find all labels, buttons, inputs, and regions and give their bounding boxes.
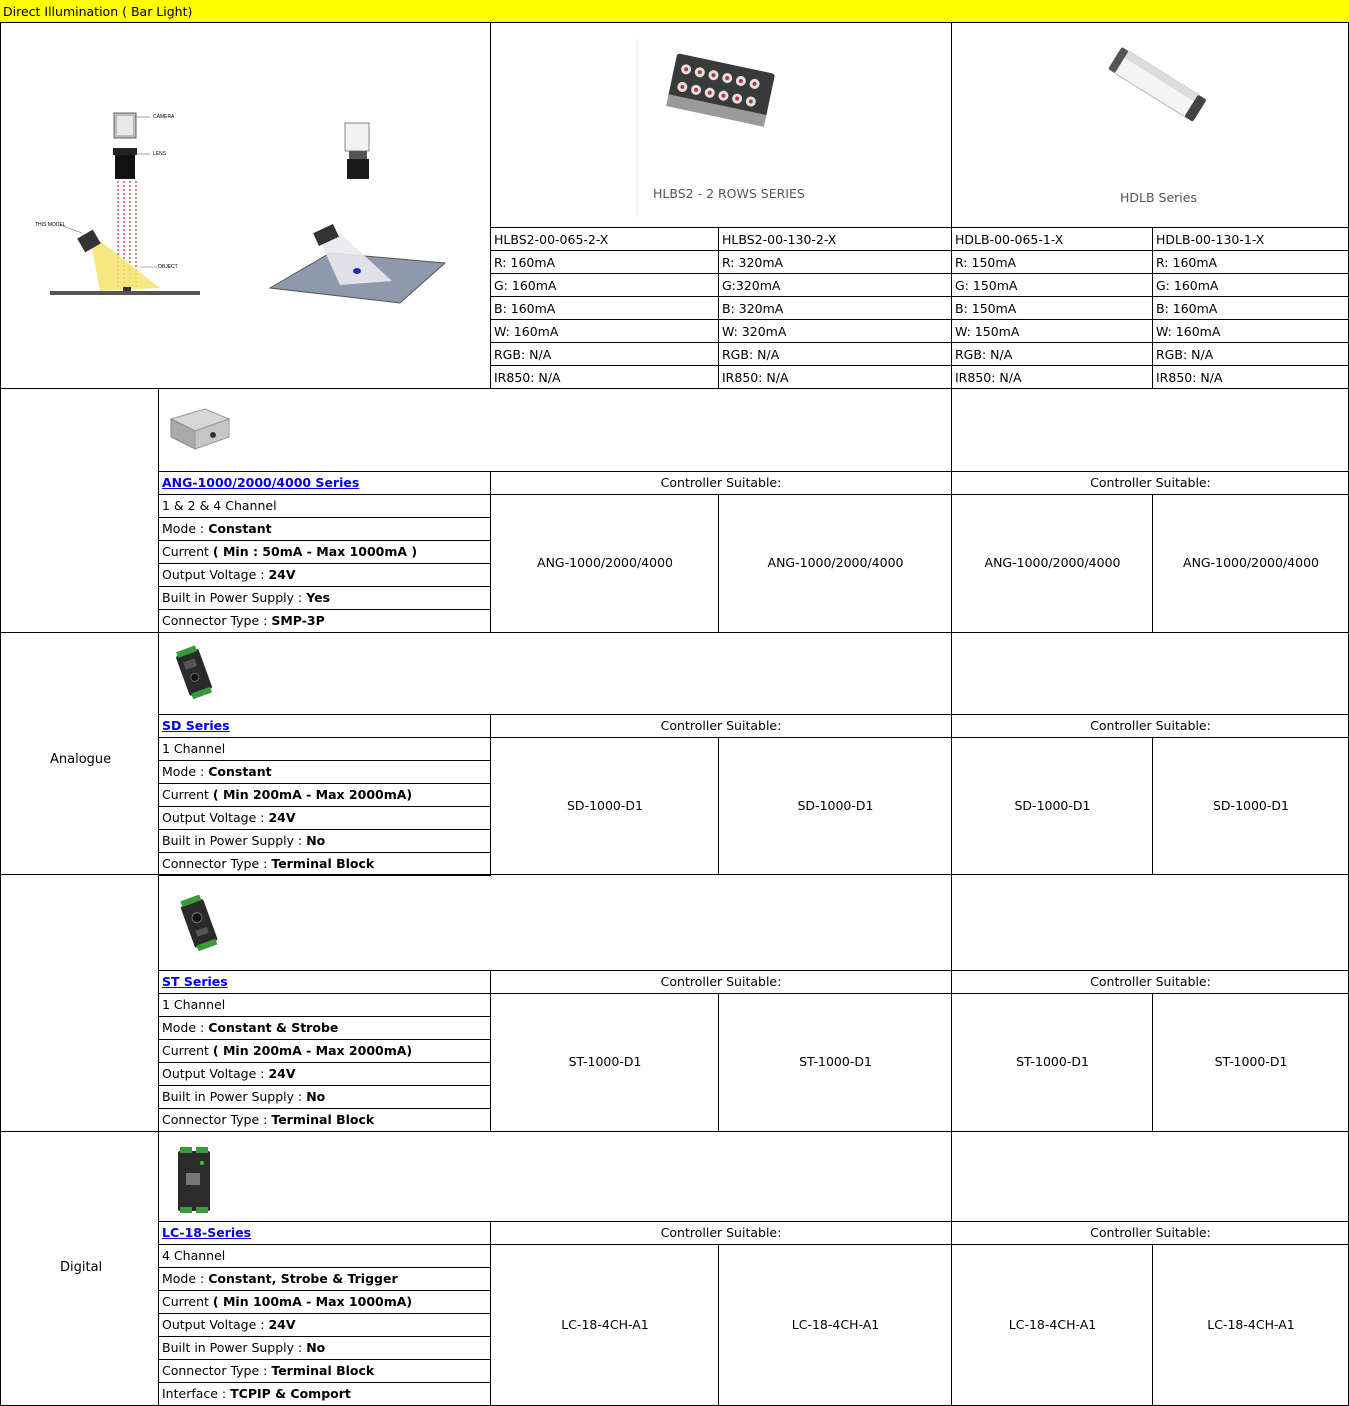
controller-voltage-value: 24V <box>268 1317 296 1332</box>
row-divider <box>158 1290 491 1291</box>
controller-current-value: ( Min : 50mA - Max 1000mA ) <box>212 544 418 559</box>
row-divider <box>158 1336 491 1337</box>
controller-interface-value: TCPIP & Comport <box>230 1386 351 1401</box>
st-controller-image <box>173 893 228 953</box>
row-divider <box>491 227 1349 228</box>
suitable-model: ANG-1000/2000/4000 <box>984 555 1121 570</box>
spec-cell-b: B: 160mA <box>494 301 556 316</box>
row-divider <box>158 829 491 830</box>
col-divider <box>158 1131 159 1405</box>
illumination-diagram <box>0 23 490 388</box>
col-divider <box>951 632 952 875</box>
row-divider <box>158 1016 491 1017</box>
controller-psu-value: No <box>306 1089 326 1104</box>
controller-psu <box>159 1337 490 1360</box>
controller-mode-value: Constant <box>208 764 272 779</box>
controller-connector-label: Connector Type : <box>162 1363 272 1378</box>
spec-cell-rgb: RGB: N/A <box>1156 347 1214 362</box>
controller-current <box>159 541 490 564</box>
suitable-model: LC-18-4CH-A1 <box>1207 1317 1295 1332</box>
controller-psu <box>159 1086 490 1109</box>
controller-connector-value: Terminal Block <box>271 1112 375 1127</box>
suitable-model: SD-1000-D1 <box>1014 798 1091 813</box>
controller-voltage <box>159 1063 490 1086</box>
row-divider <box>158 1062 491 1063</box>
spec-cell-rgb: RGB: N/A <box>955 347 1013 362</box>
suitable-model: ST-1000-D1 <box>1016 1054 1089 1069</box>
spec-cell-r: R: 320mA <box>722 255 784 270</box>
spec-cell-g: G:320mA <box>722 278 781 293</box>
controller-name-link[interactable]: LC-18-Series <box>162 1225 252 1240</box>
controller-interface <box>159 1383 490 1406</box>
suitable-model: ST-1000-D1 <box>799 1054 872 1069</box>
row-divider <box>0 874 1349 875</box>
controller-psu-label: Built in Power Supply : <box>162 1340 307 1355</box>
col-divider <box>158 388 159 632</box>
row-divider <box>491 296 1349 297</box>
col-divider <box>718 737 719 875</box>
row-divider <box>491 365 1349 366</box>
controller-suitable-label: Controller Suitable: <box>1090 475 1211 490</box>
product-hlbs2 <box>491 23 951 227</box>
controller-connector-value: Terminal Block <box>271 856 375 871</box>
spec-cell-ir: IR850: N/A <box>722 370 789 385</box>
controller-current-value: ( Min 100mA - Max 1000mA) <box>212 1294 413 1309</box>
spec-cell-r: R: 150mA <box>955 255 1017 270</box>
diagram-label-object: OBJECT <box>158 264 178 270</box>
controller-current-value: ( Min 200mA - Max 2000mA) <box>212 787 413 802</box>
row-divider <box>0 388 1349 389</box>
controller-mode <box>159 518 490 541</box>
col-divider <box>490 471 491 632</box>
suitable-model: ANG-1000/2000/4000 <box>767 555 904 570</box>
row-divider <box>158 806 491 807</box>
row-divider <box>491 342 1349 343</box>
group-label-analogue: Analogue <box>50 752 112 767</box>
col-divider <box>1152 494 1153 632</box>
spec-cell-b: B: 160mA <box>1156 301 1218 316</box>
col-divider <box>490 23 491 388</box>
controller-name-link[interactable]: ST Series <box>162 974 228 989</box>
controller-suitable-label: Controller Suitable: <box>660 718 782 733</box>
spec-cell-g: G: 160mA <box>494 278 557 293</box>
suitable-model: ANG-1000/2000/4000 <box>1183 555 1319 570</box>
col-divider <box>490 714 491 875</box>
row-divider <box>158 852 491 853</box>
controller-current-value: ( Min 200mA - Max 2000mA) <box>212 1043 413 1058</box>
controller-current-label: Current <box>162 1043 213 1058</box>
spec-cell-rgb: RGB: N/A <box>722 347 780 362</box>
suitable-model: LC-18-4CH-A1 <box>561 1317 649 1332</box>
controller-voltage-label: Output Voltage : <box>162 810 269 825</box>
controller-connector-label: Connector Type : <box>162 1112 272 1127</box>
suitable-model: SD-1000-D1 <box>567 798 643 813</box>
controller-psu-value: No <box>306 833 326 848</box>
spec-cell-w: W: 160mA <box>1156 324 1221 339</box>
controller-voltage-value: 24V <box>268 810 296 825</box>
col-divider <box>1152 993 1153 1131</box>
controller-connector <box>159 1360 490 1383</box>
controller-mode <box>159 761 490 784</box>
row-divider <box>491 273 1349 274</box>
controller-connector <box>159 853 490 876</box>
row-divider <box>158 1108 491 1109</box>
controller-mode-label: Mode : <box>162 521 209 536</box>
row-divider <box>158 1313 491 1314</box>
controller-mode-value: Constant <box>208 521 272 536</box>
suitable-model: SD-1000-D1 <box>1213 798 1289 813</box>
controller-current <box>159 1040 490 1063</box>
controller-channel: 1 & 2 & 4 Channel <box>162 498 277 513</box>
row-divider <box>491 319 1349 320</box>
row-divider <box>158 1382 491 1383</box>
controller-mode-label: Mode : <box>162 764 209 779</box>
controller-voltage-value: 24V <box>268 567 296 582</box>
col-divider <box>490 1221 491 1405</box>
col-divider <box>1152 1244 1153 1405</box>
spec-cell-ir: IR850: N/A <box>955 370 1022 385</box>
spec-cell-g: G: 150mA <box>955 278 1018 293</box>
suitable-model: ST-1000-D1 <box>1214 1054 1288 1069</box>
col-divider <box>718 993 719 1131</box>
controller-suitable-label: Controller Suitable: <box>1090 974 1211 989</box>
controller-psu-label: Built in Power Supply : <box>162 1089 307 1104</box>
controller-current-label: Current <box>162 787 213 802</box>
title-bar <box>0 0 1349 23</box>
col-divider <box>158 874 159 1131</box>
controller-channel: 1 Channel <box>162 997 226 1012</box>
spec-cell-model: HDLB-00-065-1-X <box>955 232 1064 247</box>
spec-cell-ir: IR850: N/A <box>494 370 561 385</box>
group-label-digital: Digital <box>60 1260 103 1275</box>
controller-interface-label: Interface : <box>162 1386 231 1401</box>
controller-current-label: Current <box>162 544 213 559</box>
row-divider <box>158 1359 491 1360</box>
controller-name-link[interactable]: ANG-1000/2000/4000 Series <box>162 475 360 490</box>
spec-cell-model: HDLB-00-130-1-X <box>1156 232 1265 247</box>
suitable-model: LC-18-4CH-A1 <box>791 1317 880 1332</box>
controller-suitable-label: Controller Suitable: <box>1090 1225 1211 1240</box>
product-hdlb <box>952 23 1349 227</box>
col-divider <box>718 494 719 632</box>
controller-connector <box>159 610 490 633</box>
col-divider <box>490 970 491 1131</box>
row-divider <box>158 609 491 610</box>
controller-mode-value: Constant & Strobe <box>208 1020 339 1035</box>
controller-mode <box>159 1268 490 1291</box>
spec-cell-w: W: 320mA <box>722 324 787 339</box>
controller-connector <box>159 1109 490 1132</box>
row-divider <box>158 1039 491 1040</box>
spec-cell-b: B: 150mA <box>955 301 1017 316</box>
controller-mode-value: Constant, Strobe & Trigger <box>208 1271 398 1286</box>
controller-voltage-label: Output Voltage : <box>162 1066 269 1081</box>
col-divider <box>951 1131 952 1405</box>
col-divider <box>951 388 952 632</box>
row-divider <box>491 250 1349 251</box>
spec-cell-model: HLBS2-00-130-2-X <box>722 232 837 247</box>
suitable-model: ANG-1000/2000/4000 <box>537 555 673 570</box>
sd-controller-image <box>168 645 223 700</box>
controller-voltage-label: Output Voltage : <box>162 567 269 582</box>
controller-connector-value: Terminal Block <box>271 1363 375 1378</box>
lc18-controller-image <box>172 1145 217 1215</box>
row-divider <box>158 1267 491 1268</box>
suitable-model: SD-1000-D1 <box>797 798 874 813</box>
controller-voltage-label: Output Voltage : <box>162 1317 269 1332</box>
spec-cell-g: G: 160mA <box>1156 278 1219 293</box>
row-divider <box>158 563 491 564</box>
controller-mode-label: Mode : <box>162 1020 209 1035</box>
controller-suitable-label: Controller Suitable: <box>1090 718 1211 733</box>
controller-current <box>159 784 490 807</box>
diagram-label-this-model: THIS MODEL <box>35 222 66 228</box>
spec-cell-r: R: 160mA <box>494 255 556 270</box>
suitable-model: ST-1000-D1 <box>568 1054 642 1069</box>
col-divider <box>951 874 952 1131</box>
product-caption-hdlb: HDLB Series <box>1120 190 1197 205</box>
suitable-model: LC-18-4CH-A1 <box>1008 1317 1097 1332</box>
controller-channel: 4 Channel <box>162 1248 226 1263</box>
spec-cell-rgb: RGB: N/A <box>494 347 552 362</box>
col-divider <box>1152 227 1153 388</box>
spec-cell-b: B: 320mA <box>722 301 784 316</box>
row-divider <box>158 1085 491 1086</box>
controller-voltage <box>159 807 490 830</box>
controller-mode <box>159 1017 490 1040</box>
controller-current-label: Current <box>162 1294 213 1309</box>
controller-psu-value: No <box>306 1340 326 1355</box>
spec-cell-r: R: 160mA <box>1156 255 1218 270</box>
row-divider <box>158 760 491 761</box>
row-divider <box>158 783 491 784</box>
col-divider <box>1152 737 1153 875</box>
controller-name-link[interactable]: SD Series <box>162 718 230 733</box>
controller-suitable-label: Controller Suitable: <box>660 974 782 989</box>
controller-voltage-value: 24V <box>268 1066 296 1081</box>
row-divider <box>0 632 1349 633</box>
controller-psu-label: Built in Power Supply : <box>162 833 307 848</box>
ang-controller-image <box>165 405 235 455</box>
controller-current <box>159 1291 490 1314</box>
col-divider <box>718 227 719 388</box>
spec-cell-w: W: 150mA <box>955 324 1020 339</box>
controller-psu-value: Yes <box>306 590 331 605</box>
diagram-label-camera: CAMERA <box>153 114 175 120</box>
controller-psu <box>159 587 490 610</box>
controller-suitable-label: Controller Suitable: <box>660 1225 782 1240</box>
controller-connector-label: Connector Type : <box>162 613 272 628</box>
row-divider <box>158 586 491 587</box>
row-divider <box>158 540 491 541</box>
controller-mode-label: Mode : <box>162 1271 209 1286</box>
col-divider <box>718 1244 719 1405</box>
diagram-label-lens: LENS <box>153 151 167 157</box>
col-divider <box>158 632 159 875</box>
row-divider <box>0 1131 1349 1132</box>
controller-connector-value: SMP-3P <box>271 613 325 628</box>
diagram-svg <box>0 23 490 388</box>
page-title: Direct Illumination ( Bar Light) <box>3 4 193 19</box>
col-divider <box>0 23 1 1406</box>
controller-voltage <box>159 564 490 587</box>
spec-cell-w: W: 160mA <box>494 324 559 339</box>
row-divider <box>158 875 491 876</box>
row-divider <box>158 517 491 518</box>
controller-channel: 1 Channel <box>162 741 226 756</box>
controller-psu-label: Built in Power Supply : <box>162 590 307 605</box>
col-divider <box>951 23 952 388</box>
controller-connector-label: Connector Type : <box>162 856 272 871</box>
controller-voltage <box>159 1314 490 1337</box>
controller-psu <box>159 830 490 853</box>
spec-cell-model: HLBS2-00-065-2-X <box>494 232 609 247</box>
controller-suitable-label: Controller Suitable: <box>660 475 782 490</box>
spec-cell-ir: IR850: N/A <box>1156 370 1223 385</box>
product-caption-hlbs2: HLBS2 - 2 ROWS SERIES <box>653 186 805 201</box>
